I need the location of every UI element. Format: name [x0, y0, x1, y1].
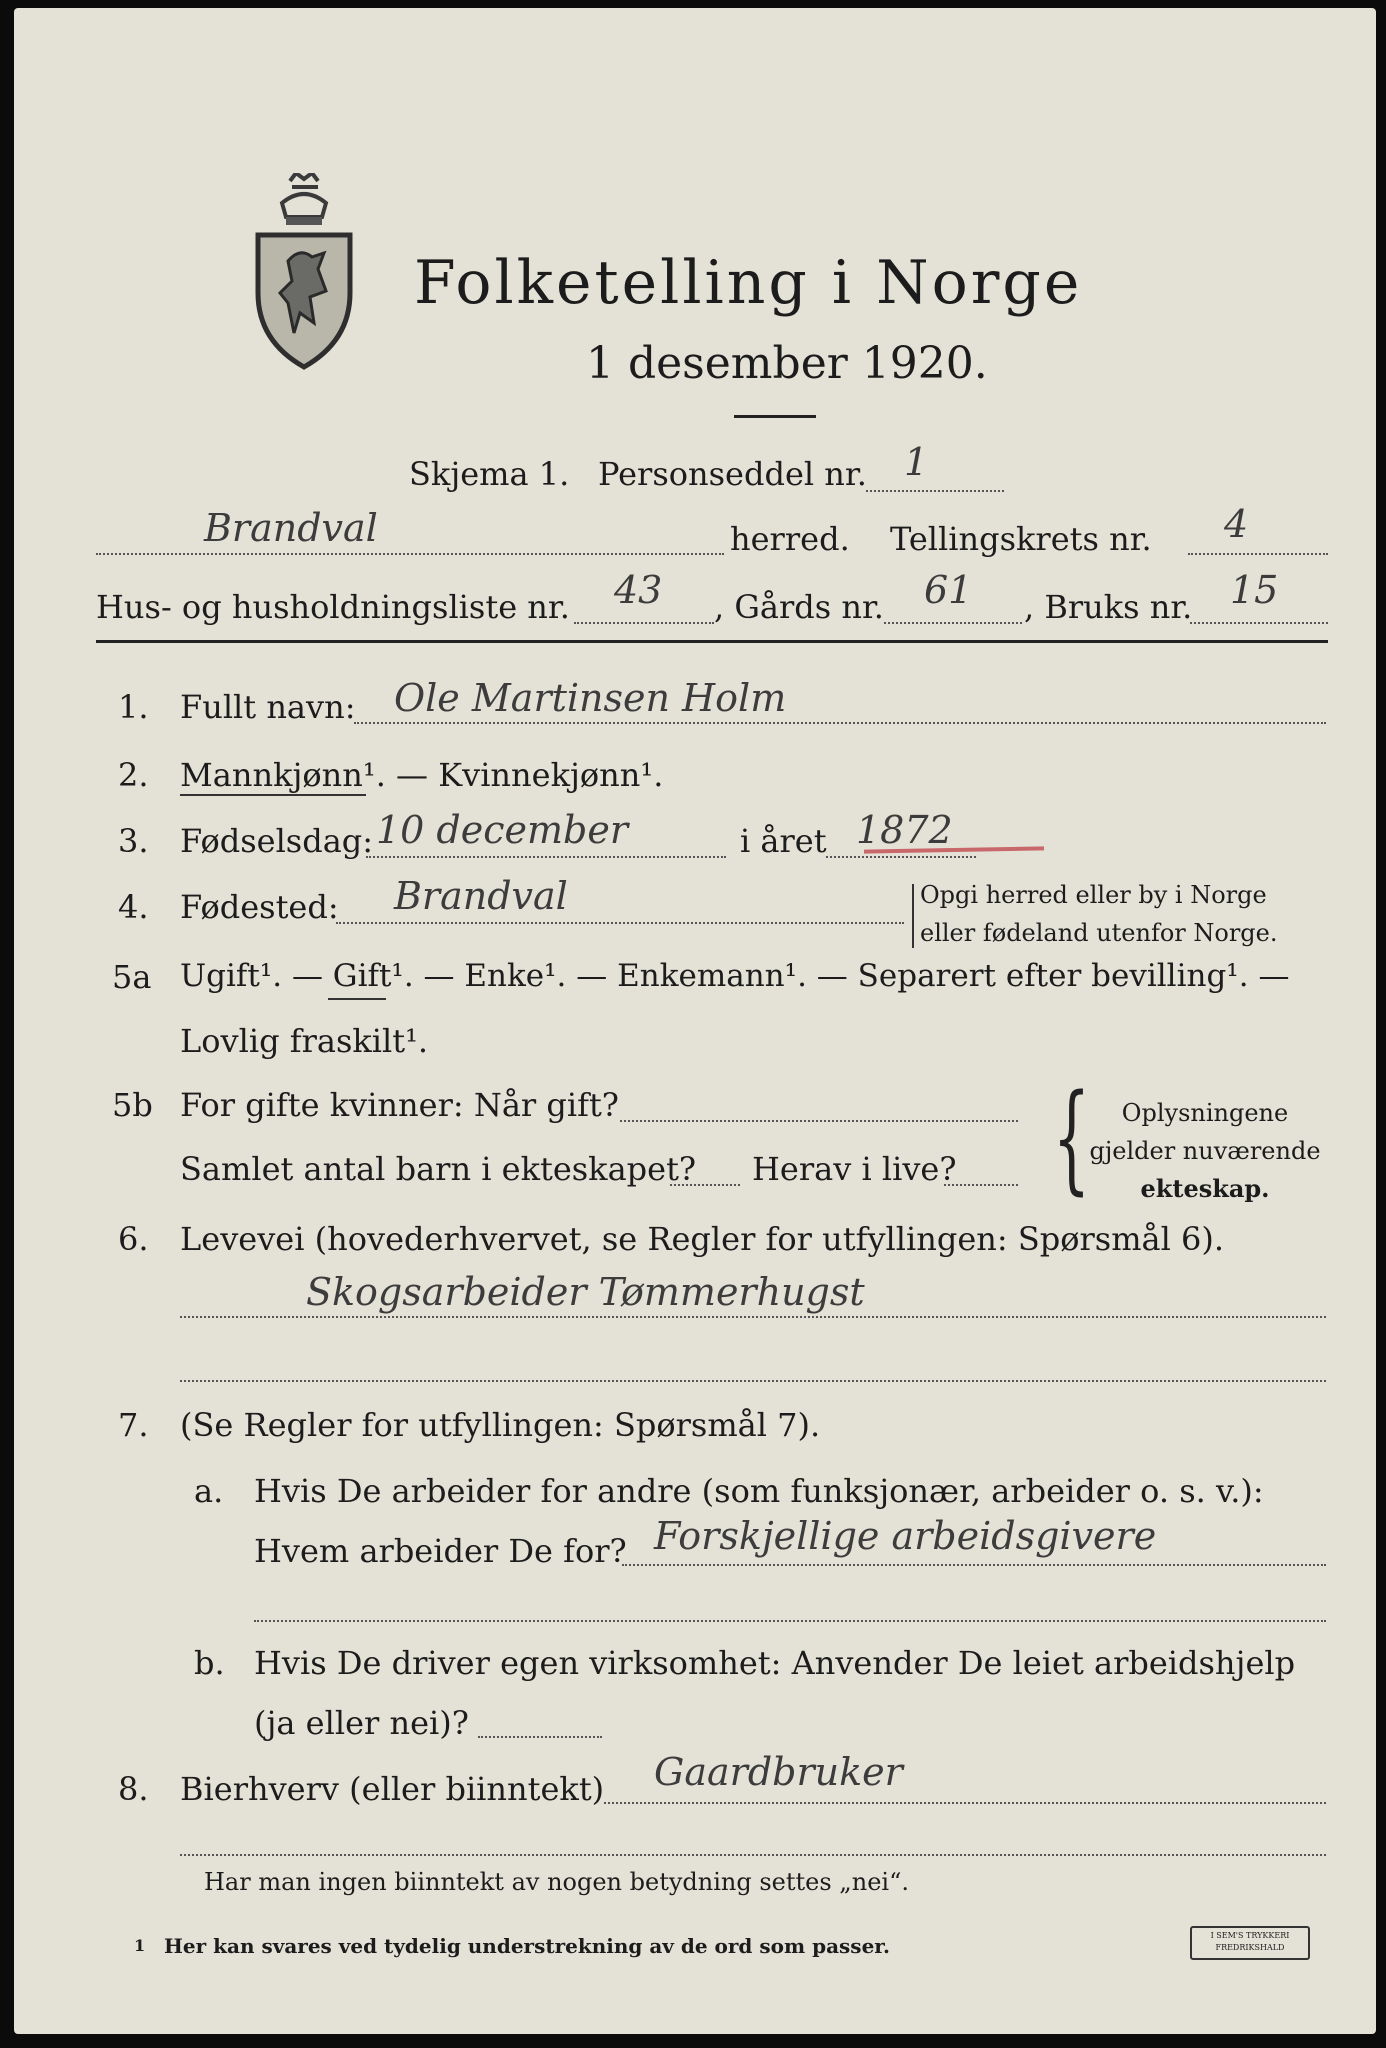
tellingskrets-value: 4	[1224, 502, 1249, 546]
gards-value: 61	[924, 568, 973, 612]
q5b-note-line3: ekteskap.	[1140, 1174, 1270, 1203]
hired-help-field[interactable]	[478, 1736, 602, 1738]
q5b-note-line2: gjelder nuværende	[1089, 1137, 1321, 1165]
birthplace-note	[920, 876, 1278, 952]
side-income-field[interactable]	[604, 1802, 1326, 1804]
marital-options-cont[interactable]: Lovlig fraskilt¹.	[180, 1022, 429, 1060]
herred-label: herred.	[730, 520, 850, 558]
q3-number: 3.	[118, 822, 149, 860]
children-total-field[interactable]	[670, 1184, 740, 1186]
schema-label: Skjema 1.	[409, 455, 570, 493]
q5b-brace: {	[1052, 1068, 1091, 1206]
husliste-label: Hus- og husholdningsliste nr.	[96, 588, 570, 626]
printer-stamp-text: I SEM'S TRYKKERI FREDRIKSHALD	[1210, 1931, 1290, 1952]
husliste-value: 43	[614, 568, 663, 612]
tellingskrets-field[interactable]	[1188, 553, 1328, 555]
married-when-label: For gifte kvinner: Når gift?	[180, 1086, 619, 1124]
children-alive-label: Herav i live?	[752, 1150, 957, 1188]
year-field[interactable]	[826, 856, 976, 858]
occupation-field[interactable]	[180, 1316, 1326, 1318]
birthplace-note-line2: eller fødeland utenfor Norge.	[920, 919, 1278, 947]
q5b-note	[1074, 1094, 1336, 1208]
employer-field-2[interactable]	[254, 1620, 1326, 1622]
header-divider	[96, 640, 1328, 643]
census-date: 1 desember 1920.	[586, 338, 988, 389]
bruks-value: 15	[1230, 568, 1279, 612]
occupation-field-2[interactable]	[180, 1380, 1326, 1382]
tellingskrets-label: Tellingskrets nr.	[890, 520, 1152, 558]
birthplace-field[interactable]	[336, 922, 904, 924]
q8-label: Bierhverv (eller biinntekt)	[180, 1770, 605, 1808]
page-title: Folketelling i Norge	[414, 248, 1083, 318]
children-alive-field[interactable]	[944, 1184, 1018, 1186]
footnote-text: Her kan svares ved tydelig understrekning av de ord som passer.	[164, 1934, 890, 1958]
marital-options[interactable]: Ugift¹. — Gift¹. — Enke¹. — Enkemann¹. — Separert efter bevilling¹. —	[180, 958, 1290, 994]
q5a-number: 5a	[112, 958, 152, 996]
personseddel-label: Personseddel nr.	[598, 455, 867, 493]
birthplace-note-line1: Opgi herred eller by i Norge	[920, 881, 1267, 909]
married-when-field[interactable]	[620, 1120, 1018, 1122]
q7b-letter: b.	[194, 1644, 225, 1682]
q5b-number: 5b	[112, 1086, 153, 1124]
q7a-letter: a.	[194, 1472, 224, 1510]
q7-label: (Se Regler for utfyllingen: Spørsmål 7).	[180, 1406, 821, 1444]
gards-field[interactable]	[884, 622, 1022, 624]
side-income-note: Har man ingen biinntekt av nogen betydning settes „nei“.	[204, 1868, 909, 1896]
personseddel-value: 1	[904, 440, 929, 484]
bruks-field[interactable]	[1190, 622, 1328, 624]
q6-label: Levevei (hovederhvervet, se Regler for utfyllingen: Spørsmål 6).	[180, 1220, 1225, 1258]
side-income-field-2[interactable]	[180, 1854, 1326, 1856]
birth-year-value: 1872	[856, 808, 953, 852]
q7a-line1: Hvis De arbeider for andre (som funksjonær, arbeider o. s. v.):	[254, 1472, 1264, 1510]
title-divider	[734, 415, 816, 418]
q7b-line1: Hvis De driver egen virksomhet: Anvender De leiet arbeidshjelp	[254, 1644, 1296, 1682]
q5b-note-line1: Oplysningene	[1121, 1099, 1289, 1127]
gift-underline	[328, 998, 386, 1000]
gards-label: , Gårds nr.	[714, 588, 884, 626]
q7-number: 7.	[118, 1406, 149, 1444]
bruks-label: , Bruks nr.	[1024, 588, 1193, 626]
mannkjonn-underline	[180, 794, 366, 796]
employer-value: Forskjellige arbeidsgivere	[654, 1514, 1157, 1558]
personseddel-field[interactable]	[866, 490, 1004, 492]
full-name-field[interactable]	[354, 722, 1326, 724]
full-name-value: Ole Martinsen Holm	[394, 676, 787, 720]
q2-number: 2.	[118, 756, 149, 794]
census-form	[14, 8, 1376, 2034]
husliste-field[interactable]	[574, 622, 714, 624]
q1-label: Fullt navn:	[180, 688, 356, 726]
birthday-field[interactable]	[366, 856, 726, 858]
q4-label: Fødested:	[180, 888, 339, 926]
q4-number: 4.	[118, 888, 149, 926]
q1-number: 1.	[118, 688, 149, 726]
sex-options[interactable]: Mannkjønn¹. — Kvinnekjønn¹.	[180, 756, 664, 794]
birthplace-note-bracket	[912, 884, 914, 948]
coat-of-arms-icon	[252, 173, 356, 373]
q3-label: Fødselsdag:	[180, 822, 374, 860]
birthday-value: 10 december	[376, 808, 629, 852]
year-label: i året	[740, 822, 827, 860]
footnote-mark: 1	[134, 1936, 146, 1955]
birthplace-value: Brandval	[394, 874, 568, 918]
printer-stamp	[1190, 1926, 1310, 1960]
q7a-line2: Hvem arbeider De for?	[254, 1532, 627, 1570]
occupation-value: Skogsarbeider Tømmerhugst	[306, 1270, 865, 1314]
side-income-value: Gaardbruker	[654, 1750, 903, 1794]
q6-number: 6.	[118, 1220, 149, 1258]
children-total-label: Samlet antal barn i ekteskapet?	[180, 1150, 697, 1188]
herred-field[interactable]	[96, 553, 724, 555]
q7b-line2: (ja eller nei)?	[254, 1704, 469, 1742]
employer-field[interactable]	[622, 1564, 1326, 1566]
herred-value: Brandval	[204, 506, 378, 550]
q8-number: 8.	[118, 1770, 149, 1808]
